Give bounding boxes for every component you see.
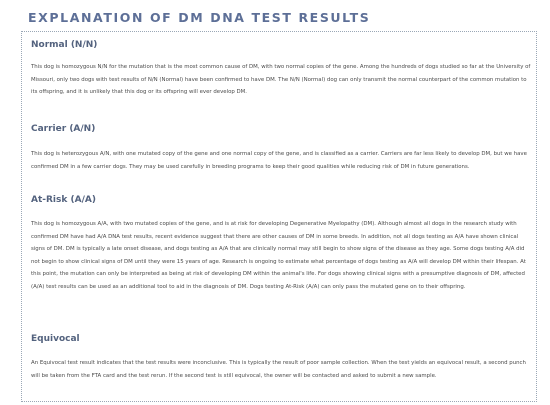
- section-body-at-risk: This dog is homozygous A/A, with two mutated copies of the gene, and is at risk for developing Degenerative Myelopathy (DM). Although almost all dogs in the research study with confirmed DM have had A/A DNA test results, recent evidence suggest that there are other causes of DM in some breeds. In addition, not all dogs testing as A/A have shown clinical signs of DM. DM is typically a late onset disease, and dogs testing as A/A that are clinically normal may still begin to show signs of the disease as they age. Some dogs testing A/A did not begin to show clinical signs of DM until they were 15 years of age. Research is ongoing to estimate what percentage of dogs testing as A/A will develop DM within their lifespan. At this point, the mutation can only be interpreted as being at risk of developing DM within the animal's life. For dogs showing clinical signs with a presumptive diagnosis of DM, affected (A/A) test results can be used as an additional tool to aid in the diagnosis of DM. Dogs testing At-Risk (A/A) can only pass the mutated gene on to their offspring.: [31, 221, 526, 290]
- section-body-normal: This dog is homozygous N/N for the mutation that is the most common cause of DM, with two normal copies of the gene. Among the hundreds of dogs studied so far at the University of Missouri, only two dogs with test results of N/N (Normal) have been confirmed to have DM. The N/N (Normal) dog can only transmit the normal counterpart of the common mutation to its offspring, and it is unlikely that this dog or its offspring will ever develop DM.: [31, 64, 531, 96]
- results-explanation-panel: [21, 31, 537, 402]
- page-title: EXPLANATION OF DM DNA TEST RESULTS: [28, 10, 371, 25]
- section-heading-equivocal: Equivocal: [31, 334, 80, 344]
- section-heading-carrier: Carrier (A/N): [31, 124, 96, 134]
- section-heading-at-risk: At-Risk (A/A): [31, 195, 96, 205]
- section-heading-normal: Normal (N/N): [31, 40, 98, 50]
- section-body-carrier: This dog is heterozygous A/N, with one mutated copy of the gene and one normal copy of the gene, and is classified as a carrier. Carriers are far less likely to develop DM, but we have confirmed DM in a few carrier dogs. They may be used carefully in breeding programs to keep their good qualities while reducing risk of DM in future generations.: [31, 151, 527, 170]
- section-body-equivocal: An Equivocal test result indicates that the test results were inconclusive. This is typically the result of poor sample collection. When the test yields an equivocal result, a second punch will be taken from the FTA card and the test rerun. If the second test is still equivocal, the owner will be contacted and asked to submit a new sample.: [31, 360, 526, 379]
